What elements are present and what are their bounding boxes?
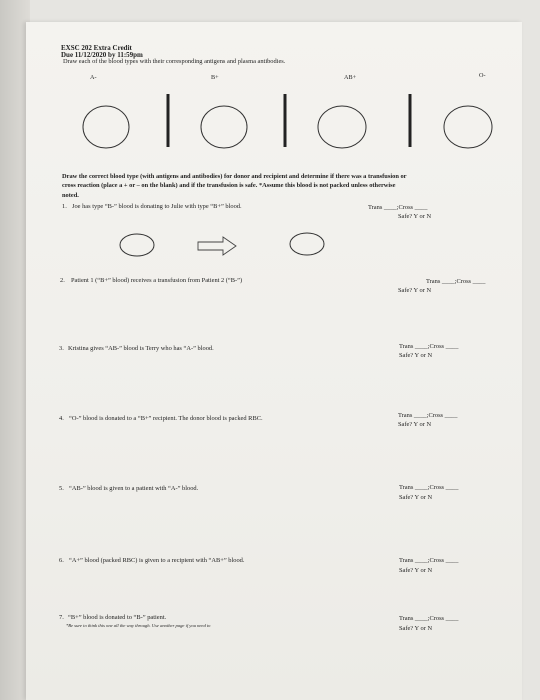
question-4-trans-cross: Trans ____;Cross ____ xyxy=(398,412,458,419)
question-4-safe: Safe? Y or N xyxy=(398,421,432,428)
question-6-number: 6. xyxy=(59,557,64,564)
question-1-number: 1. xyxy=(62,203,67,210)
question-3-safe: Safe? Y or N xyxy=(399,352,433,359)
question-5-text: “AB-” blood is given to a patient with “A-” blood. xyxy=(69,485,199,492)
worksheet-page xyxy=(26,22,522,700)
circle-b-pos xyxy=(201,106,247,148)
blood-type-label-o-neg: O- xyxy=(479,72,486,79)
question-1-trans-cross: Trans ____;Cross ____ xyxy=(368,204,428,211)
question-2-trans-cross: Trans ____;Cross ____ xyxy=(426,278,486,285)
question-7-footnote: *Be sure to think this one all the way through. Use another page if you need to xyxy=(66,623,211,628)
blood-type-label-a-neg: A- xyxy=(90,74,97,81)
directions-line-2: cross reaction (place a + or – on the blank) and if the transfusion is safe. *Assume this blood is not packed unless otherwise xyxy=(62,182,396,189)
question-3-text: Kristina gives “AB-” blood is Terry who has “A-” blood. xyxy=(68,345,214,352)
question-2-number: 2. xyxy=(60,277,65,284)
question-1-diagram xyxy=(26,222,522,262)
question-1-text: Joe has type “B-” blood is donating to Julie with type “B+” blood. xyxy=(72,203,242,210)
question-6-trans-cross: Trans ____;Cross ____ xyxy=(399,557,459,564)
question-2-text: Patient 1 (“B+” blood) receives a transfusion from Patient 2 (“B-”) xyxy=(71,277,243,284)
question-6-safe: Safe? Y or N xyxy=(399,567,433,574)
directions-line-1: Draw the correct blood type (with antigens and antibodies) for donor and recipient and determine if there was a transfusion or xyxy=(62,173,407,180)
blood-type-drawing-area xyxy=(26,72,522,142)
circle-a-neg xyxy=(83,106,129,148)
question-5-trans-cross: Trans ____;Cross ____ xyxy=(399,484,459,491)
due-date: Due 11/12/2020 by 11:59pm xyxy=(61,51,143,59)
question-7-trans-cross: Trans ____;Cross ____ xyxy=(399,615,459,622)
question-3-trans-cross: Trans ____;Cross ____ xyxy=(399,343,459,350)
blood-type-label-ab-pos: AB+ xyxy=(344,74,357,81)
question-5-number: 5. xyxy=(59,485,64,492)
question-4-number: 4. xyxy=(59,415,64,422)
donor-circle xyxy=(120,234,154,256)
instruction-text: Draw each of the blood types with their corresponding antigens and plasma antibodies. xyxy=(63,58,286,65)
question-2-safe: Safe? Y or N xyxy=(398,287,432,294)
directions-line-3: noted. xyxy=(62,192,79,199)
question-7-number: 7. xyxy=(59,614,64,621)
worksheet-title: EXSC 202 Extra Credit xyxy=(61,44,132,52)
question-7-text: “B+” blood is donated to “B-” patient. xyxy=(68,614,167,621)
blood-type-label-b-pos: B+ xyxy=(211,74,219,81)
question-4-text: “O-” blood is donated to a “B+” recipient. The donor blood is packed RBC. xyxy=(69,415,263,422)
circle-o-neg xyxy=(444,106,492,148)
question-7-safe: Safe? Y or N xyxy=(399,625,433,632)
arrow-icon xyxy=(198,237,236,255)
question-5-safe: Safe? Y or N xyxy=(399,494,433,501)
question-6-text: “A+” blood (packed RBC) is given to a recipient with “AB+” blood. xyxy=(69,557,245,564)
circle-ab-pos xyxy=(318,106,366,148)
question-1-safe: Safe? Y or N xyxy=(398,213,432,220)
recipient-circle xyxy=(290,233,324,255)
question-3-number: 3. xyxy=(59,345,64,352)
